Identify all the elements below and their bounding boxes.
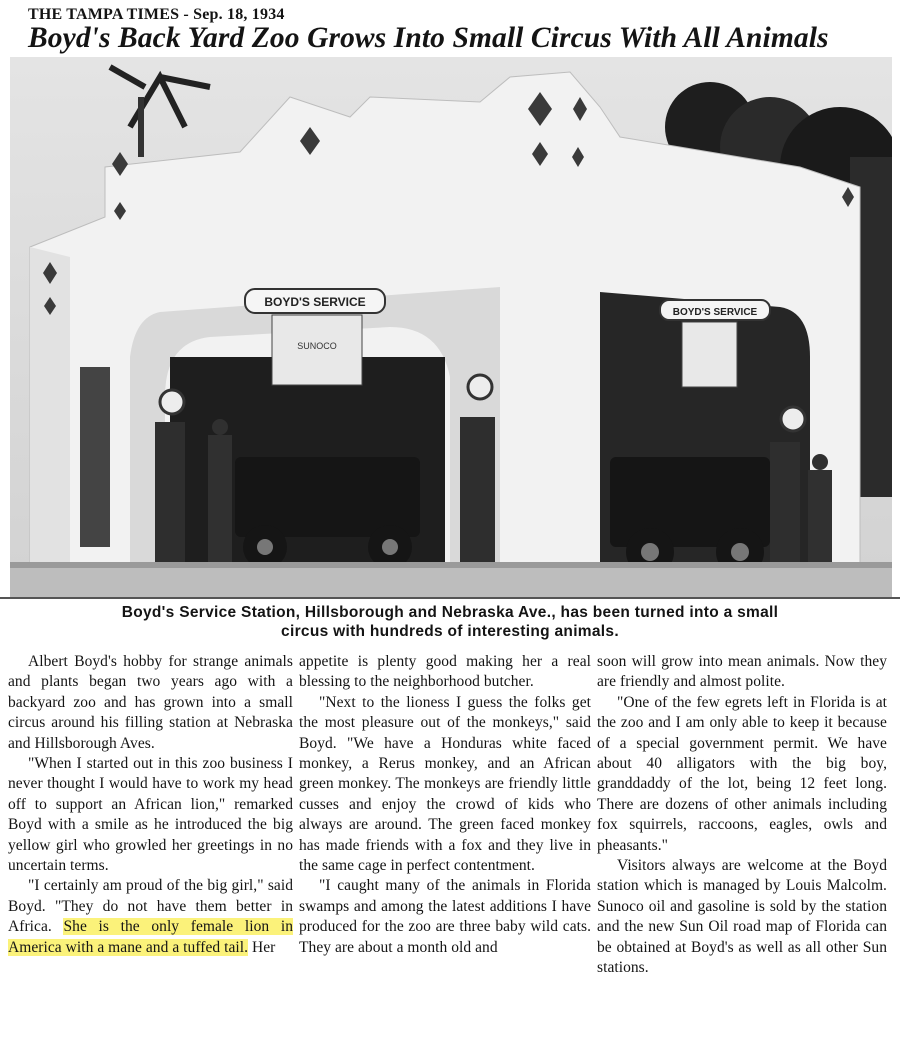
article-column-2 bbox=[299, 652, 591, 1047]
sign-left-text: BOYD'S SERVICE bbox=[264, 295, 366, 309]
paragraph: Albert Boyd's hobby for strange animals and plants began two years ago with a backyard zoo and has grown into a small circus around his filling station at Nebraska and Hillsborough Aves. bbox=[8, 653, 293, 752]
paragraph: "Next to the lioness I guess the folks get the most pleasure out of the monkeys," said Boyd. "We have a Honduras white faced monkey, a Rerus monkey, and an African green monkey. The monkeys are friendly little cusses and enjoy the crowd of kids who always are around. The green faced monkey has made friends with a fox and they live in the same cage in perfect contentment. bbox=[299, 693, 591, 875]
paragraph: "When I started out in this zoo business I never thought I would have to work my head off to support an African lion," remarked Boyd with a smile as he introduced the big yellow girl who growled her greetings in no uncertain terms. bbox=[8, 755, 293, 875]
paragraph: soon will grow into mean animals. Now they are friendly and almost polite. bbox=[597, 653, 887, 691]
article-column-3 bbox=[597, 652, 887, 1047]
photo-illustration bbox=[10, 57, 892, 597]
paragraph-text: "I certainly am proud of the big girl," said Boyd. "They do not have them better in Africa. bbox=[8, 877, 293, 936]
paragraph-text: Her bbox=[248, 938, 276, 956]
paragraph: appetite is plenty good making her a real blessing to the neighborhood butcher. bbox=[299, 653, 591, 691]
sign-right-text: BOYD'S SERVICE bbox=[672, 307, 758, 318]
article-column-1 bbox=[8, 652, 293, 1047]
article-headline: Boyd's Back Yard Zoo Grows Into Small Circus With All Animals bbox=[28, 22, 829, 54]
poster-left-text: SUNOCO bbox=[297, 341, 337, 351]
photo-caption: Boyd's Service Station, Hillsborough and Nebraska Ave., has been turned into a small circus with hundreds of interesting animals. bbox=[121, 604, 779, 640]
paragraph: "One of the few egrets left in Florida is at the zoo and I am only able to keep it because of a special government permit. We have about 40 alligators with the big boy, granddaddy of the lot, being 12 feet long. There are dozens of other animals including fox squirrels, raccoons, eagles, owls and pheasants." bbox=[597, 693, 887, 854]
paragraph: "I caught many of the animals in Florida swamps and among the latest additions I have produced for the zoo are three baby wild cats. They are about a month old and bbox=[299, 877, 591, 956]
photo-bottom-border bbox=[0, 597, 900, 599]
article-body bbox=[8, 652, 892, 1047]
gas-station-photo bbox=[10, 57, 892, 597]
paragraph bbox=[8, 876, 293, 958]
newspaper-masthead: THE TAMPA TIMES - Sep. 18, 1934 bbox=[28, 6, 285, 23]
highlighted-text: She is the only female lion in America with a mane and a tuffed tail. bbox=[8, 918, 293, 956]
paragraph: Visitors always are welcome at the Boyd station which is managed by Louis Malcolm. Sunoco oil and gasoline is sold by the station and the new Sun Oil road map of Florida can be obtained at Boyd's as well as all other Sun stations. bbox=[597, 857, 887, 977]
